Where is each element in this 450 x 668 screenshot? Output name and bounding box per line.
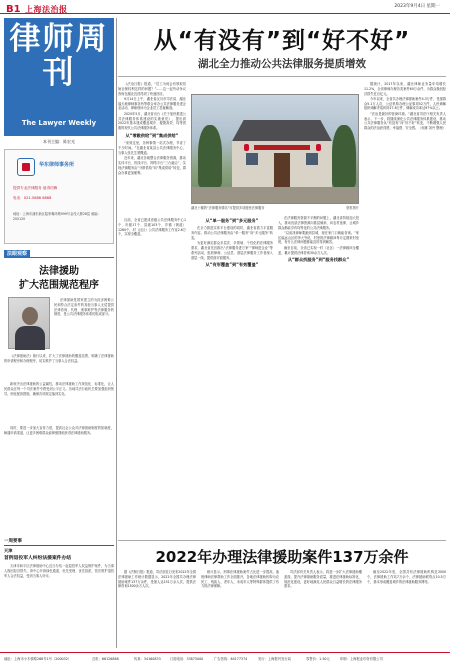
paragraph: 近年来，湖北各地整合法律服务资源，推动实体平台、热线平台、网络平台“三台融合”，实现法律服务由“分散供给”向“集成供给”转变，群众办事更加便利。 bbox=[118, 156, 186, 175]
story2-column-1 bbox=[118, 570, 196, 590]
paragraph: 在全力推进实体平台建设的同时，湖北省着力丰富服务内容，推动公共法律服务由“单一服务”向“多元服务”转变。 bbox=[191, 226, 273, 240]
story-separator bbox=[118, 540, 446, 541]
footer-switchboard: 总机：66126868 bbox=[92, 657, 119, 661]
paragraph: 统计显示，刑事法律援助案件占比进一步提高，值班律师法律帮助工作全面推开，各地法律援助机构为农民工、残疾人、老年人、未成年人等特殊群体提供了有力的法律保障。 bbox=[201, 570, 279, 589]
paragraph: 截至目前，全省已实现一村（社区）一法律顾问全覆盖，累计提供法律咨询30余万人次。 bbox=[278, 245, 359, 255]
paragraph: 《法治日报》报道，“员工为何会有领取初始社保权利这样的问题？”……这一起劳动争议咨询在湖北宜昌得到了快速回应。 bbox=[118, 82, 186, 96]
masthead bbox=[0, 0, 450, 14]
brief-title: 首例退役军人纠纷法援案件办结 bbox=[4, 556, 72, 561]
headline-rule bbox=[118, 76, 446, 77]
paragraph: “法治是最好的营商环境。”湖北省司法厅相关负责人表示，下一步，将继续深化公共法律服务体系建设，推动公共法律服务从“有没有”向“好不好”转变，不断增强人民群众的法治获得感、幸福感、安全感。（何惠 刘丹 整理） bbox=[364, 111, 446, 131]
brief-text: 天津市和平区法律援助中心近日办结一起退役军人权益保护案件，为当事人挽回经济损失。该中心开辟绿色通道，优先受理、优先指派，依法维护退役军人合法权益，受到当事人好评。 bbox=[4, 564, 114, 578]
column-separator bbox=[116, 18, 117, 648]
article-column-3 bbox=[191, 216, 273, 271]
brief-tag: 一周要事 bbox=[4, 539, 22, 544]
ad-org-name: 华东律师事务所 bbox=[39, 162, 75, 168]
column-text-1: 法律援助是国家建立的为经济困难公民和符合法定条件的其他当事人无偿提供法律咨询、代理、刑事辩护等法律服务的制度，是公共法律服务体系的组成部分。 bbox=[54, 298, 114, 317]
photo-credit: 资料图片 bbox=[346, 206, 359, 210]
article-column-4 bbox=[278, 216, 359, 266]
footer-ad-hotline: 广告热线：64177374 bbox=[214, 657, 248, 661]
paragraph: 9月14日上午，湖北省汉川市司法局、湖北福天地律师事务所等联合举办公共法律服务进企业活动，律师现场为企业员工答疑解惑。 bbox=[118, 96, 186, 111]
article-photo bbox=[191, 94, 359, 204]
advertisement bbox=[4, 149, 114, 244]
column-header bbox=[4, 250, 114, 258]
brief-header bbox=[4, 538, 114, 546]
brief-city: 天津 bbox=[4, 548, 13, 553]
chief-editor: 本刊主编：陈宏光 bbox=[43, 139, 75, 144]
footer-printing: 印刷：上海报业印务有限公司 bbox=[340, 657, 383, 661]
column-text-4: 同时，要进一步加大宣传力度，提高社会公众对法律援助制度的知晓度，畅通申请渠道，让更多困难群众能够便捷地获得法律援助服务。 bbox=[4, 426, 114, 435]
ad-contact: 地址：上海市浦东新区陆家嘴环路999号金茂大厦28层 邮编：200120 bbox=[13, 212, 101, 221]
footer-distribution: 发行：上海报刊发行局 bbox=[258, 657, 291, 661]
article-column-5 bbox=[364, 82, 446, 131]
section-heading: 从“零散供给”到“集成供给” bbox=[125, 132, 179, 138]
main-headline: 从“有没有”到“好不好” bbox=[153, 28, 411, 54]
paragraph: 为更好满足群众多层次、多领域、个性化的法律服务需求，湖北省先后推出“法律服务进万家”“律师进企业”等系列活动，组织律师、公证员、基层法律服务工作者深入基层一线，提供面对面服务。 bbox=[191, 241, 273, 260]
column-tag: 法眼观察 bbox=[4, 250, 30, 258]
footer-price: 零售价：1.50元 bbox=[306, 657, 330, 661]
ad-phone: 电话：021-5888 6868 bbox=[13, 196, 52, 200]
story2-column-4 bbox=[367, 570, 446, 585]
column-title: 法律援助 扩大范围规范程序 bbox=[19, 266, 99, 291]
section-heading: 从“单一服务”到“多元服务” bbox=[205, 218, 259, 223]
paragraph: “以前找律师要跑到县城，现在家门口就能咨询。”家住偏远山区的李大爷说，村里的法律顾问每月定期来村坐班，有什么法律问题都能及时得到解答。 bbox=[278, 230, 359, 245]
paragraph: 截至2022年底，全国共有法律援助机构近3000个，法律援助工作站7万余个，法律援助联络点10.5万个，基本形成覆盖城乡的法律援助服务网络。 bbox=[367, 570, 446, 584]
photo-caption-text: 湖北十堰的“法律服务驿站”可提供多项便民法律服务 bbox=[191, 206, 265, 210]
section-heading: 从“有形覆盖”到“有效覆盖” bbox=[205, 262, 259, 268]
photo-caption bbox=[191, 206, 359, 211]
footer-fax: 传真：34160833 bbox=[134, 657, 161, 661]
story2-headline: 2022年办理法律援助案件137万余件 bbox=[155, 548, 409, 566]
article-column-2 bbox=[118, 218, 186, 238]
paragraph: 2020年5月，湖北省出台《关于加快推进公共法律服务体系建设的实施意见》，提出到2022年基本建成覆盖城乡、便捷高效、均等普惠的现代公共法律服务体系。 bbox=[118, 111, 186, 131]
section-heading: 从“群众找服务”到“服务找群众” bbox=[287, 257, 350, 263]
story2-column-2 bbox=[201, 570, 279, 590]
paragraph: 司法部有关负责人表示，将进一步扩大法律援助覆盖面，提升法律援助服务质量，推进法律援助标准化、规范化建设，更好地满足人民群众日益增长的法律服务需求。 bbox=[284, 570, 362, 589]
paragraph: 今年以来，全省共办理法律援助案件4.3万件，受援群众5.1万人次，公证机构办理公证事项52万件，人民调解组织调解矛盾纠纷27.6万件，调解成功率达97%以上。 bbox=[364, 96, 446, 111]
paragraph: “来到这里，各种事情一站式办理，节省了不少时间。”在湖北省某县公共法律服务中心，当事人张先生感慨道。 bbox=[118, 141, 186, 155]
paragraph: 据统计，2017年以来，湖北律师业务量年均增长11.2%，全省律师办理各类案件60万余件，为群众挽回经济损失近百亿元。 bbox=[364, 82, 446, 96]
section-subtitle: The Lawyer Weekly bbox=[21, 119, 97, 127]
story2-column-3 bbox=[284, 570, 362, 590]
issue-date: 2023年9月4日 星期一 bbox=[394, 4, 440, 9]
author-portrait bbox=[8, 297, 50, 349]
law-firm-logo-icon bbox=[17, 158, 35, 176]
ad-slogan: 提供专业法律服务 值得信赖 bbox=[13, 186, 58, 190]
main-article bbox=[118, 18, 446, 648]
paragraph: 在法律服务资源不平衡的问题上，湖北省持续加大投入，推动优质法律资源向基层倾斜、向农村延伸，让城乡群众都能享有均等化的公共法律服务。 bbox=[278, 216, 359, 230]
paper-logo: 上海法治报 bbox=[25, 4, 68, 14]
footer-subscription: 订阅电话：33875000 bbox=[170, 657, 204, 661]
footer-address: 地址：上海市小木桥路268号1号（200032） bbox=[4, 657, 72, 661]
paragraph: 据《法制日报》报道，司法部近日发布2022年全国法律援助工作统计数据显示，2022年全国共办理法律援助案件137万余件，受援人达151万余人次，提供法律咨询1500余万人次。 bbox=[118, 570, 196, 589]
column-text-2: 《法律援助法》施行以来，扩大了法律援助的覆盖范围，明确了法律援助的申请程序和办理程序，切实维护了当事人合法权益。 bbox=[4, 354, 114, 363]
main-subheadline: 湖北全力推动公共法律服务提质增效 bbox=[198, 58, 366, 70]
section-brand-box bbox=[4, 18, 114, 136]
left-column bbox=[4, 18, 114, 648]
section-title: 律师周刊 bbox=[9, 21, 109, 92]
page-footer bbox=[0, 652, 450, 668]
paragraph: 目前，全省已建成省级公共法律服务中心1个、市级17个、县级103个、乡镇（街道）1260个，村（社区）公共法律服务工作室2.6万个，实现全覆盖。 bbox=[118, 218, 186, 237]
article-column-1 bbox=[118, 82, 186, 176]
page-number: B1 bbox=[6, 4, 21, 15]
column-text-3: 新规突出法律援助的公益属性，推动法律援助工作规范化、标准化，让人民群众在每一个司法案件中感受到公平正义。各地司法行政机关要加强组织领导，细化配套措施，确保各项规定落到实处。 bbox=[4, 382, 114, 396]
